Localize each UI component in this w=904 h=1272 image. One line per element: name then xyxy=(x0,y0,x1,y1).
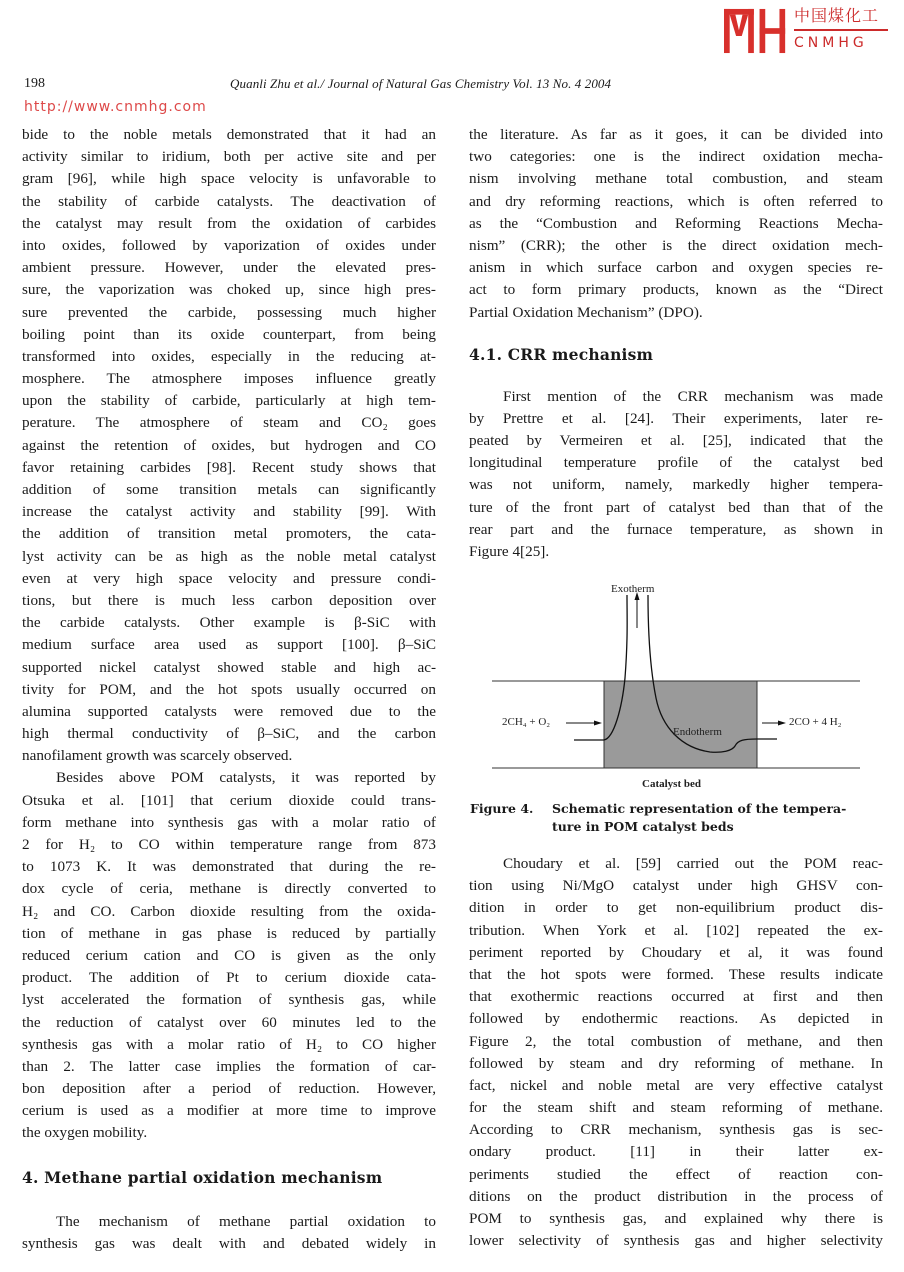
watermark-logo-cn: 中国煤化工 xyxy=(794,6,880,25)
text-line: synthesis gas with a molar ratio of H₂ to CO higher xyxy=(22,1035,436,1053)
text-line: lyst activity can be as high as the noble metal catalyst xyxy=(22,547,436,565)
text-line: into oxides, followed by vaporization of oxides under xyxy=(22,236,436,254)
text-line: ondary product. [11] in their latter ex- xyxy=(469,1143,883,1161)
text-line: tribution. When York et al. [102] repeated the ex- xyxy=(469,921,883,939)
text-line: nism involving methane total combustion, and steam xyxy=(469,170,883,188)
text-line: First mention of the CRR mechanism was made xyxy=(503,387,883,405)
text-line: Besides above POM catalysts, it was reported by xyxy=(56,769,436,787)
text-line: Partial Oxidation Mechanism” (DPO). xyxy=(469,303,703,321)
endotherm-label: Endotherm xyxy=(673,726,722,738)
caption-text-line2: ture in POM catalyst beds xyxy=(552,819,734,834)
text-line: synthesis gas was dealt with and debated widely in xyxy=(22,1234,436,1252)
text-line: against the retention of oxides, but hydrogen and CO xyxy=(22,436,436,454)
text-line: alumina supported catalysts were removed due to the xyxy=(22,702,436,720)
journal-citation: Quanli Zhu et al./ Journal of Natural Gas Chemistry Vol. 13 No. 4 2004 xyxy=(230,76,612,91)
text-line: the reduction of catalyst over 60 minutes led to the xyxy=(22,1013,436,1031)
text-line: bide to the noble metals demonstrated that it had an xyxy=(22,126,436,143)
text-line: mosphere. The atmosphere imposes influence greatly xyxy=(22,370,436,388)
catalyst-bed-block xyxy=(604,681,757,768)
text-line: two categories: one is the indirect oxidation mecha- xyxy=(469,148,883,166)
text-line: followed by steam and dry reforming of methane. In xyxy=(469,1054,883,1072)
text-line: tion of methane in gas phase is reduced by partially xyxy=(22,924,436,942)
text-line: periment reported by Choudary et al, it was found xyxy=(469,943,883,961)
paragraph xyxy=(22,767,436,1144)
caption-number: Figure 4. xyxy=(470,801,534,816)
text-line: by Prettre et al. [24]. Their experiments, later re- xyxy=(469,409,883,427)
text-line: rear part and the furnace temperature, as shown in xyxy=(469,520,883,538)
right-column-lower xyxy=(469,853,883,1252)
text-line: high thermal conductivity of β–SiC, and the carbon xyxy=(22,725,436,743)
text-line: supported nickel catalyst showed stable and high ac- xyxy=(22,658,436,676)
figure-4 xyxy=(482,578,872,798)
page-number: 198 xyxy=(24,76,45,91)
text-line: lyst accelerated the formation of synthesis gas, while xyxy=(22,991,436,1009)
text-line: addition of some transition metals can significantly xyxy=(22,481,436,498)
text-line: followed by endothermic reactions. As depicted in xyxy=(469,1010,883,1028)
watermark-url: http://www.cnmhg.com xyxy=(24,99,207,115)
text-line: nism” (CRR); the other is the direct oxidation mech- xyxy=(469,236,883,254)
text-line: even at very high space velocity and pressure condi- xyxy=(22,569,436,587)
paragraph xyxy=(469,124,883,324)
text-line: favor retaining carbides [98]. Recent study shows that xyxy=(22,458,436,476)
text-line: form methane into synthesis gas with a molar ratio of xyxy=(22,813,436,831)
figure-caption xyxy=(470,800,890,836)
text-line: tions, but there is much less carbon deposition over xyxy=(22,591,436,609)
text-line: the literature. As far as it goes, it can be divided into xyxy=(469,126,883,143)
text-line: Figure 2, the total combustion of methane, and then xyxy=(469,1032,883,1050)
text-line: cerium is used as a modifier at more time to improve xyxy=(22,1102,436,1120)
text-line: the stability of carbide catalysts. The deactivation of xyxy=(22,192,436,210)
text-line: for the steam shift and steam reforming of methane. xyxy=(469,1099,883,1117)
paragraph xyxy=(22,1211,436,1255)
text-line: medium surface area used as support [100]. β–SiC xyxy=(22,636,436,654)
watermark-logo-rule xyxy=(794,29,888,31)
text-line: bon deposition after a period of reduction. However, xyxy=(22,1080,436,1098)
text-line: than 2. The latter case implies the formation of car- xyxy=(22,1057,436,1075)
text-line: nanofilament growth was scarcely observed. xyxy=(22,747,293,765)
subsection-heading: 4.1. CRR mechanism xyxy=(469,344,654,364)
text-line: longitudinal temperature profile of the catalyst bed xyxy=(469,454,883,472)
text-line: the oxygen mobility. xyxy=(22,1124,148,1142)
text-line: tivity for POM, and the hot spots usually occurred on xyxy=(22,680,436,698)
text-line: ambient pressure. However, under the elevated pres- xyxy=(22,259,436,277)
section-heading: 4. Methane partial oxidation mechanism xyxy=(22,1167,383,1187)
text-line: tion using Ni/MgO catalyst under high GHSV con- xyxy=(469,877,883,895)
text-line: fact, nickel and noble metal are very effective catalyst xyxy=(469,1076,883,1094)
text-line: sure prevented the carbide, possessing much higher xyxy=(22,303,436,321)
text-line: anism in which surface carbon and oxygen species re- xyxy=(469,259,883,277)
inlet-label: 2CH₄ + O₂ xyxy=(502,716,551,728)
figure-diagram xyxy=(482,578,872,798)
text-line: transformed into oxides, especially in the reducing at- xyxy=(22,347,436,365)
text-line: According to CRR mechanism, synthesis gas is sec- xyxy=(469,1121,883,1139)
text-line: that exothermic reactions occurred at first and then xyxy=(469,988,883,1006)
exotherm-label: Exotherm xyxy=(611,583,655,595)
catalyst-bed-label: Catalyst bed xyxy=(642,778,701,790)
watermark-logo xyxy=(724,6,894,68)
text-line: gram [96], while high space velocity is unfavorable to xyxy=(22,170,436,188)
text-line: boiling point than its oxide counterpart, from being xyxy=(22,325,436,343)
inlet-arrow-head xyxy=(594,721,602,726)
right-column xyxy=(469,124,883,563)
text-line: sure, the vaporization was choked up, since high pres- xyxy=(22,281,436,299)
running-head xyxy=(0,76,904,96)
outlet-arrow-head xyxy=(778,721,786,726)
text-line: the catalyst may result from the oxidation of carbides xyxy=(22,214,436,232)
outlet-label: 2CO + 4 H₂ xyxy=(789,716,842,728)
text-line: H₂ and CO. Carbon dioxide resulting from the oxida- xyxy=(22,902,436,920)
text-line: the carbide catalysts. Other example is β-SiC with xyxy=(22,614,436,632)
text-line: Otsuka et al. [101] that cerium dioxide could trans- xyxy=(22,791,436,809)
left-column xyxy=(22,124,436,1255)
text-line: ture of the front part of catalyst bed than that of the xyxy=(469,498,883,516)
watermark-logo-en: CNMHG xyxy=(794,35,868,51)
text-line: Choudary et al. [59] carried out the POM reac- xyxy=(503,855,883,872)
text-line: act to form primary products, known as the “Direct xyxy=(469,281,883,299)
paragraph xyxy=(22,124,436,767)
text-line: dox cycle of ceria, methane is directly converted to xyxy=(22,880,436,898)
cnmhg-logo-icon xyxy=(724,6,788,56)
text-line: product. The addition of Pt to cerium dioxide cata- xyxy=(22,969,436,987)
text-line: upon the stability of carbide, particularly at high tem- xyxy=(22,392,436,410)
text-line: periments studied the effect of reaction con- xyxy=(469,1165,883,1183)
text-line: perature. The atmosphere of steam and CO₂ goes xyxy=(22,414,436,432)
text-line: The mechanism of methane partial oxidation to xyxy=(56,1212,436,1230)
text-line: and dry reforming reactions, which is often referred to xyxy=(469,192,883,210)
text-line: increase the catalyst activity and stability [99]. With xyxy=(22,503,436,521)
text-line: peated by Vermeiren et al. [25], indicated that the xyxy=(469,432,883,450)
text-line: lower selectivity of synthesis gas and higher selectivity xyxy=(469,1232,883,1250)
text-line: reduced cerium cation and CO is given as the only xyxy=(22,946,436,964)
paragraph xyxy=(469,386,883,564)
paragraph xyxy=(469,853,883,1252)
text-line: dition in order to get non-equilibrium product dis- xyxy=(469,899,883,917)
text-line: the addition of transition metal promoters, the cata- xyxy=(22,525,436,543)
text-line: ditions on the product distribution in the process of xyxy=(469,1187,883,1205)
text-line: POM to synthesis gas, and explained why there is xyxy=(469,1210,883,1227)
text-line: Figure 4[25]. xyxy=(469,543,550,560)
text-line: that the hot spots were formed. These results indicate xyxy=(469,965,883,983)
text-line: to 1073 K. It was demonstrated that during the re- xyxy=(22,858,436,876)
text-line: activity similar to iridium, both per active site and per xyxy=(22,148,436,166)
text-line: 2 for H₂ to CO within temperature range from 873 xyxy=(22,836,436,853)
caption-text-line1: Schematic representation of the tempera- xyxy=(552,801,847,816)
text-line: was not uniform, namely, markedly higher tempera- xyxy=(469,476,883,494)
text-line: as the “Combustion and Reforming Reactions Mecha- xyxy=(469,214,883,232)
